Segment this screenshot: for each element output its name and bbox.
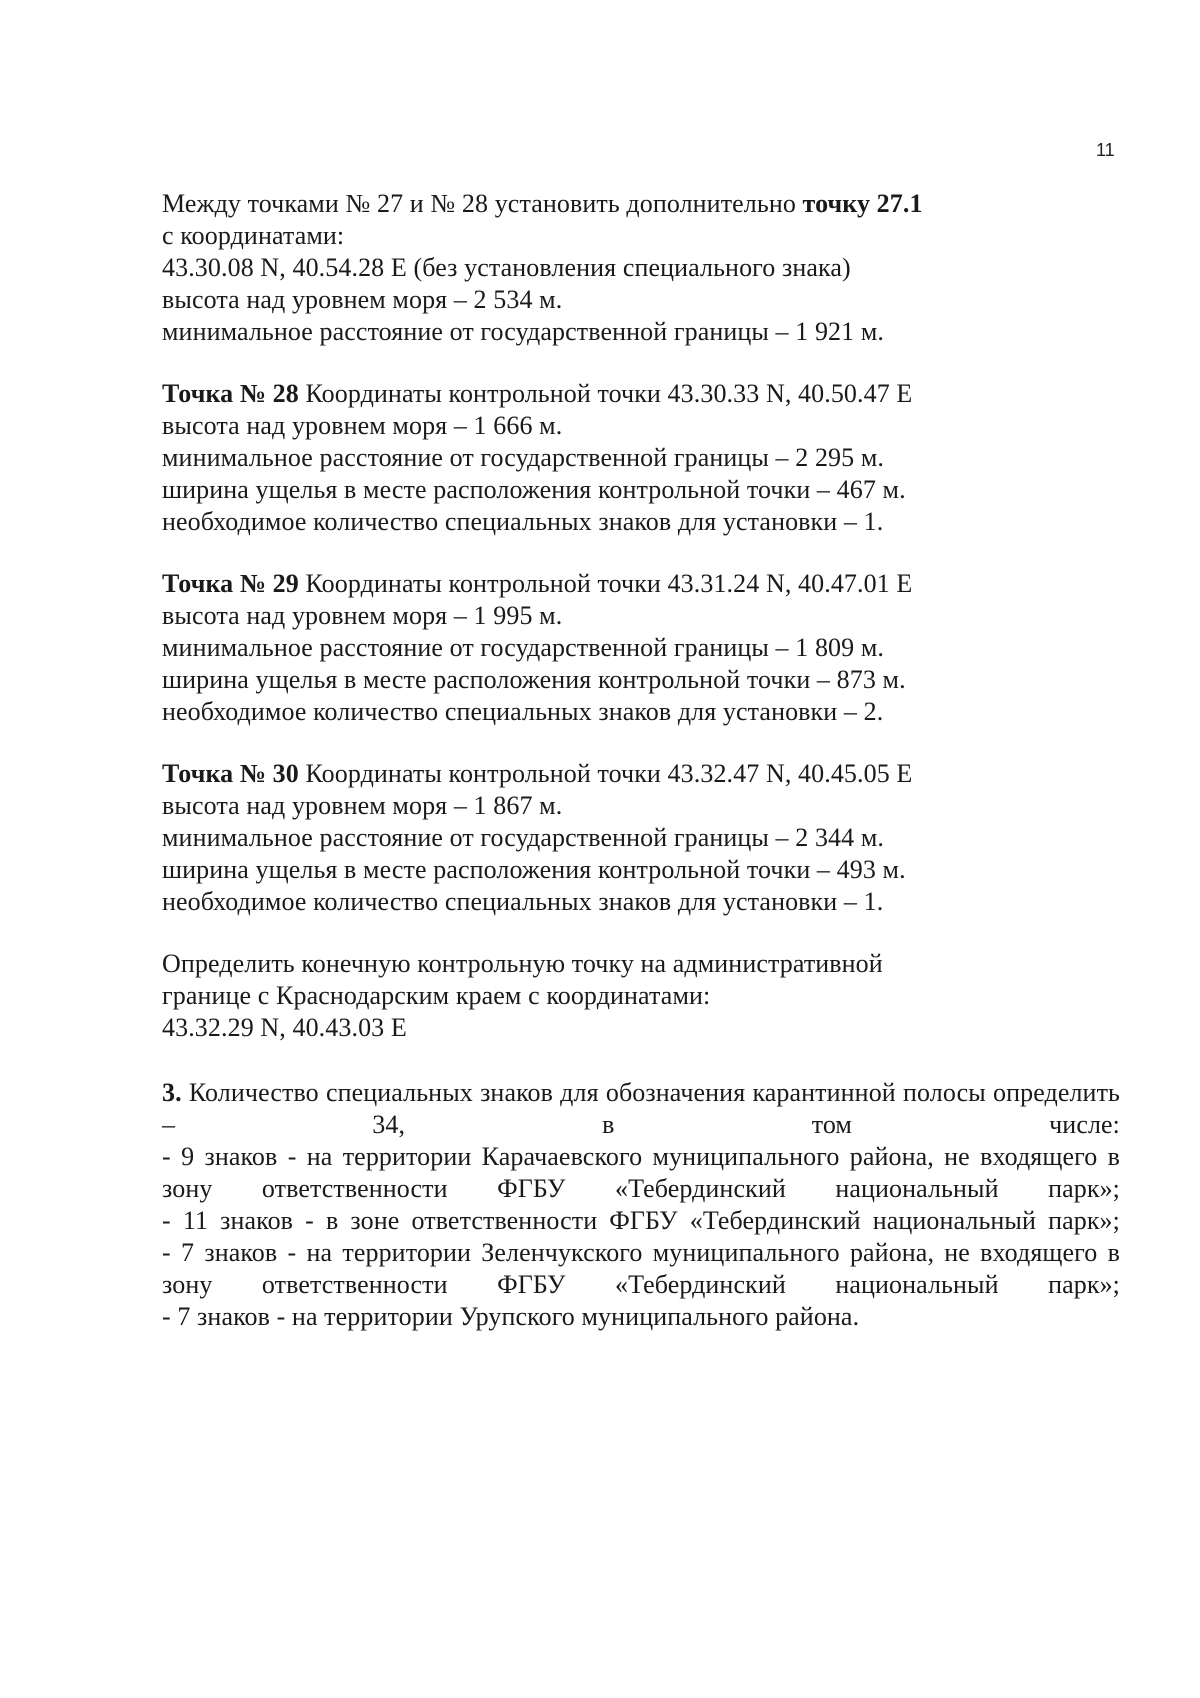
section-intro-text: Количество специальных знаков для обозначения карантинной полосы определить – 34, в том числе: bbox=[162, 1078, 1120, 1139]
page-number: 11 bbox=[1096, 140, 1115, 160]
point-30-block bbox=[162, 758, 912, 918]
intro-altitude: высота над уровнем моря – 2 534 м. bbox=[162, 285, 563, 314]
intro-coordinates: 43.30.08 N, 40.54.28 E (без установления специального знака) bbox=[162, 253, 851, 282]
list-item: - 9 знаков - на территории Карачаевского муниципального района, не входящего в зону ответственности ФГБУ «Тебердинский национальный парк»; bbox=[162, 1142, 1120, 1203]
intro-line bbox=[162, 188, 923, 220]
intro-text: Между точками № 27 и № 28 установить дополнительно bbox=[162, 189, 803, 218]
section-3-intro bbox=[162, 1077, 1120, 1141]
point-altitude: высота над уровнем моря – 1 666 м. bbox=[162, 411, 563, 440]
point-coords: Координаты контрольной точки 43.30.33 N, 40.50.47 E bbox=[298, 379, 913, 408]
point-coords: Координаты контрольной точки 43.32.47 N, 40.45.05 E bbox=[298, 759, 913, 788]
list-item: - 7 знаков - на территории Урупского муниципального района. bbox=[162, 1302, 860, 1331]
point-label: Точка № 28 bbox=[162, 379, 299, 408]
point-coords-line bbox=[162, 568, 912, 600]
point-altitude: высота над уровнем моря – 1 867 м. bbox=[162, 791, 563, 820]
point-gorge-width: ширина ущелья в месте расположения контрольной точки – 493 м. bbox=[162, 855, 906, 884]
point-signs-count: необходимое количество специальных знаков для установки – 1. bbox=[162, 507, 884, 536]
point-label: Точка № 30 bbox=[162, 759, 299, 788]
point-signs-count: необходимое количество специальных знаков для установки – 1. bbox=[162, 887, 884, 916]
point-27-1-label: точку 27.1 bbox=[802, 189, 923, 218]
point-gorge-width: ширина ущелья в месте расположения контрольной точки – 873 м. bbox=[162, 665, 906, 694]
endpoint-line: границе с Краснодарским краем с координатами: bbox=[162, 981, 711, 1010]
list-item: - 7 знаков - на территории Зеленчукского муниципального района, не входящего в зону ответственности ФГБУ «Тебердинский национальный парк»; bbox=[162, 1238, 1120, 1299]
endpoint-coordinates: 43.32.29 N, 40.43.03 E bbox=[162, 1013, 407, 1042]
point-gorge-width: ширина ущелья в месте расположения контрольной точки – 467 м. bbox=[162, 475, 906, 504]
list-item: - 11 знаков - в зоне ответственности ФГБУ «Тебердинский национальный парк»; bbox=[162, 1206, 1120, 1235]
point-distance: минимальное расстояние от государственной границы – 2 344 м. bbox=[162, 823, 885, 852]
intro-line: с координатами: bbox=[162, 221, 345, 250]
point-distance: минимальное расстояние от государственной границы – 2 295 м. bbox=[162, 443, 885, 472]
point-coords: Координаты контрольной точки 43.31.24 N, 40.47.01 E bbox=[298, 569, 913, 598]
intro-paragraph bbox=[162, 188, 923, 348]
point-label: Точка № 29 bbox=[162, 569, 299, 598]
intro-distance: минимальное расстояние от государственной границы – 1 921 м. bbox=[162, 317, 885, 346]
point-distance: минимальное расстояние от государственной границы – 1 809 м. bbox=[162, 633, 885, 662]
section-3 bbox=[162, 1077, 1120, 1333]
point-29-block bbox=[162, 568, 912, 728]
point-coords-line bbox=[162, 378, 912, 410]
point-altitude: высота над уровнем моря – 1 995 м. bbox=[162, 601, 563, 630]
endpoint-line: Определить конечную контрольную точку на административной bbox=[162, 949, 883, 978]
section-number: 3. bbox=[162, 1078, 182, 1107]
point-28-block bbox=[162, 378, 912, 538]
endpoint-paragraph bbox=[162, 948, 883, 1044]
point-coords-line bbox=[162, 758, 912, 790]
point-signs-count: необходимое количество специальных знаков для установки – 2. bbox=[162, 697, 884, 726]
